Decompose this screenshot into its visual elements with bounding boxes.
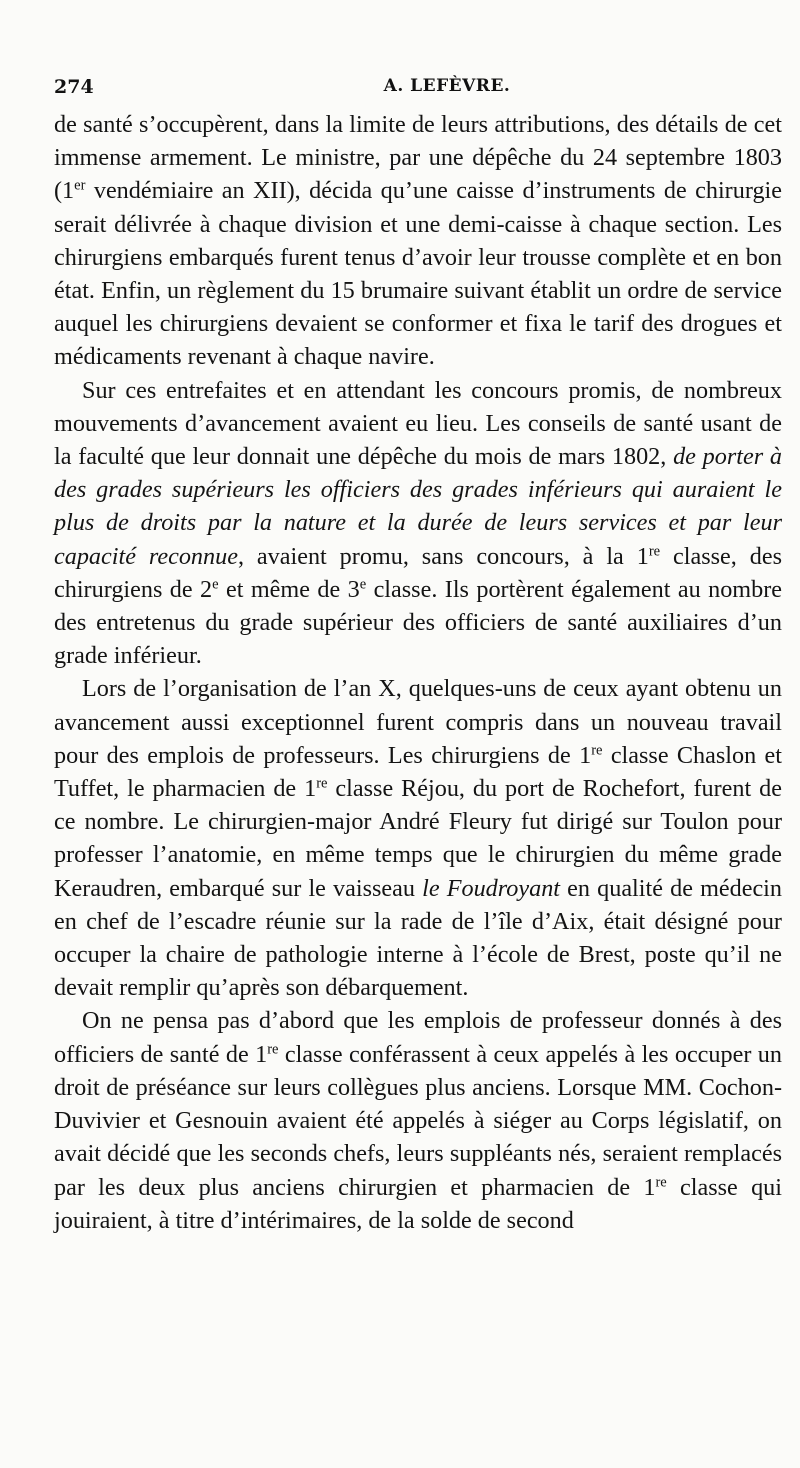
superscript: er — [74, 177, 86, 194]
body-text — [54, 108, 782, 1237]
text-run: classe qui jouiraient, à titre d’intérimaires, de la solde de second — [54, 1173, 782, 1234]
text-run: classe Chaslon et Tuffet, le pharmacien de 1 — [54, 741, 782, 803]
superscript: re — [655, 1173, 667, 1190]
superscript: e — [359, 576, 367, 593]
paragraph — [54, 672, 782, 1004]
superscript: e — [212, 576, 219, 593]
text-run: classe Réjou, du port de Rochefort, furent de ce nombre. Le chirurgien-major André Fleury fut dirigé sur Toulon pour professer l’anatomie, en même temps que le chirurgien du même grade Keraudren, embarqué sur le vaisseau — [54, 775, 782, 902]
paragraph — [54, 108, 782, 374]
superscript: re — [316, 775, 328, 792]
superscript: re — [591, 742, 603, 759]
italic-text: le Foudroyant — [422, 874, 561, 902]
page-number: 274 — [54, 76, 94, 98]
page-header — [54, 76, 770, 106]
italic-text: de porter à des grades supérieurs les officiers des grades inférieurs qui auraient le plus de droits par la nature et la durée de leurs services et par leur capacité reconnue — [54, 443, 782, 570]
text-run: classe. Ils portèrent également au nombre des entretenus du grade supérieur des officiers de santé auxiliaires d’un grade inférieur. — [54, 575, 783, 670]
text-run: classe, des chirurgiens de 2 — [54, 542, 782, 603]
text-run: Lors de l’organisation de l’an X, quelques-uns de ceux ayant obtenu un avancement aussi exceptionnel furent compris dans un nouveau travail pour des emplois de professeurs. Les chirurgiens de 1 — [54, 675, 782, 769]
superscript: re — [267, 1040, 279, 1057]
running-head: A. LEFÈVRE. — [383, 76, 511, 96]
text-run: On ne pensa pas d’abord que les emplois de professeur donnés à des officiers de santé de 1 — [54, 1007, 782, 1068]
paragraph — [54, 374, 782, 673]
text-run: , avaient promu, sans concours, à la 1 — [237, 542, 649, 570]
text-run: et même de 3 — [218, 575, 360, 603]
superscript: re — [648, 542, 661, 559]
text-run: de santé s’occupèrent, dans la limite de leurs attributions, des détails de cet immense armement. Le ministre, par une dépêche du 24 septembre 1803 (1 — [54, 111, 782, 205]
text-run: Sur ces entrefaites et en attendant les concours promis, de nombreux mouvements d’avancement avaient eu lieu. Les conseils de santé usant de la faculté que leur donnait une dépêche du mois de mars 1802, — [54, 376, 782, 471]
text-run: en qualité de médecin en chef de l’escadre réunie sur la rade de l’île d’Aix, était désigné pour occuper la chaire de pathologie interne à l’école de Brest, poste qu’il ne devait remplir qu’après son débarquement. — [54, 874, 782, 1002]
text-run: classe conférassent à ceux appelés à les occuper un droit de préséance sur leurs collègues plus anciens. Lorsque MM. Cochon-Duvivier et Gesnouin avaient été appelés à siéger au Corps législatif, on avait décidé que les seconds chefs, leurs suppléants nés, seraient remplacés par les deux plus anciens chirurgien et pharmacien de 1 — [54, 1040, 782, 1201]
paragraph — [54, 1004, 782, 1236]
text-run: vendémiaire an XII), décida qu’une caisse d’instruments de chirurgie serait délivrée à chaque division et une demi-caisse à chaque section. Les chirurgiens embarqués furent tenus d’avoir leur trousse complète et en bon état. Enfin, un règlement du 15 brumaire suivant établit un ordre de service auquel les chirurgiens devaient se conformer et fixa le tarif des drogues et médicaments revenant à chaque navire. — [54, 177, 782, 371]
